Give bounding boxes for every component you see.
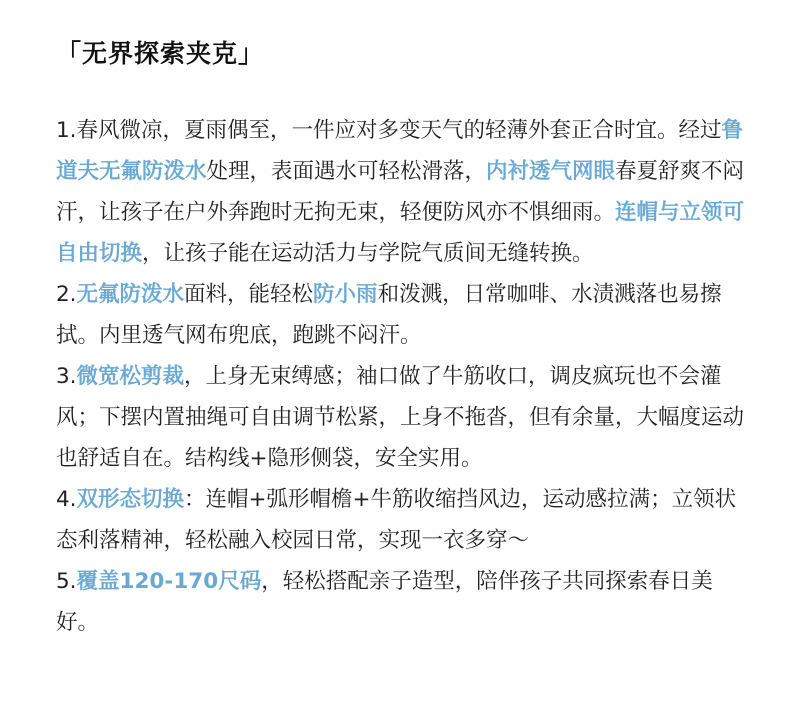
description-body xyxy=(56,110,750,643)
body-text-segment: 面料，能轻松 xyxy=(184,282,314,307)
highlight-text: 防小雨 xyxy=(313,282,378,307)
body-text-segment: 处理，表面遇水可轻松滑落， xyxy=(206,159,487,184)
highlight-text: 鲁道夫无氟防泼水 xyxy=(56,118,744,184)
paragraph-5 xyxy=(56,561,750,643)
body-text-segment: 1.春风微凉，夏雨偶至，一件应对多变天气的轻薄外套正合时宜。经过 xyxy=(56,118,722,143)
highlight-text: 无氟防泼水 xyxy=(76,282,185,307)
page-title: 「无界探索夹克」 xyxy=(56,39,265,68)
body-text-segment: 5. xyxy=(56,569,77,594)
body-text-segment: ，轻松搭配亲子造型，陪伴孩子共同探索春日美好。 xyxy=(56,569,713,635)
body-text-segment: 2. xyxy=(56,282,77,307)
paragraph-4 xyxy=(56,479,750,561)
highlight-text: 连帽与立领可自由切换 xyxy=(56,200,745,266)
body-text-segment: 4. xyxy=(56,487,77,512)
highlight-text: 微宽松剪裁 xyxy=(76,364,185,389)
highlight-text: 双形态切换 xyxy=(76,487,185,512)
body-text-segment: 3. xyxy=(56,364,77,389)
body-text-segment: ：连帽+弧形帽檐+牛筋收缩挡风边，运动感拉满；立领状态利落精神，轻松融入校园日常，实现一衣多穿～ xyxy=(56,487,737,553)
body-text-segment: 春夏舒爽不闷汗，让孩子在户外奔跑时无拘无束，轻便防风亦不惧细雨。 xyxy=(56,159,745,225)
highlight-text: 内衬透气网眼 xyxy=(486,159,616,184)
body-text-segment: ，上身无束缚感；袖口做了牛筋收口，调皮疯玩也不会灌风；下摆内置抽绳可自由调节松紧，上身不拖沓，但有余量，大幅度运动也舒适自在。结构线+隐形侧袋，安全实用。 xyxy=(56,364,745,471)
body-text-segment: ，让孩子能在运动活力与学院气质间无缝转换。 xyxy=(142,241,594,266)
paragraph-1 xyxy=(56,110,750,274)
highlight-text: 覆盖120-170尺码 xyxy=(76,569,262,594)
paragraph-3 xyxy=(56,356,750,479)
body-text-segment: 和泼溅，日常咖啡、水渍溅落也易擦拭。内里透气网布兜底，跑跳不闷汗。 xyxy=(56,282,722,348)
paragraph-2 xyxy=(56,274,750,356)
